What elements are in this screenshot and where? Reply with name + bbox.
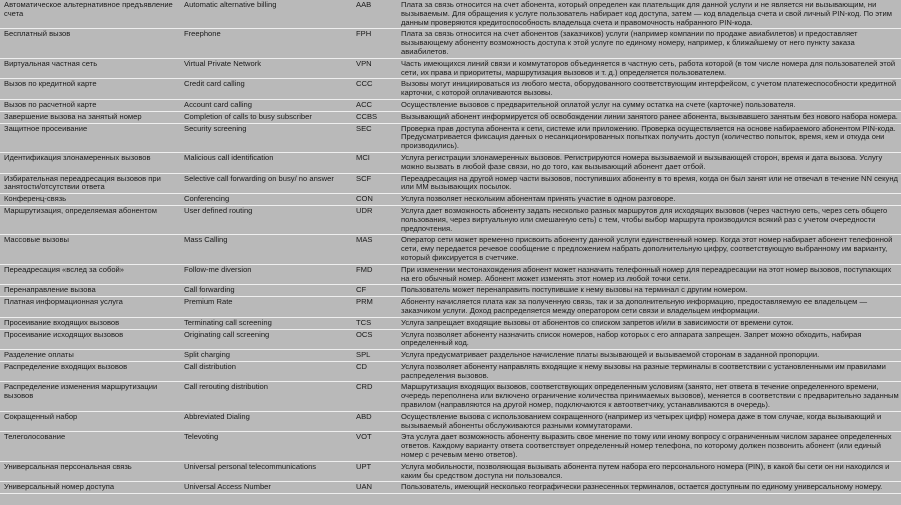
service-name-en: Call distribution <box>180 361 352 382</box>
service-abbreviation: CON <box>352 194 397 206</box>
table-row <box>0 235 901 264</box>
service-abbreviation: CRD <box>352 382 397 411</box>
service-description: Вызовы могут инициироваться из любого места, оборудованного соответствующим интерфейсом, с учетом платежеспособности кредитной карточки, с которой оплачиваются вызовы. <box>397 79 901 100</box>
service-name-ru: Массовые вызовы <box>0 235 180 264</box>
service-name-en: Universal Access Number <box>180 482 352 494</box>
service-name-ru: Завершение вызова на занятый номер <box>0 111 180 123</box>
service-name-en: Originating call screening <box>180 329 352 350</box>
service-name-ru: Бесплатный вызов <box>0 29 180 58</box>
service-name-ru: Разделение оплаты <box>0 350 180 362</box>
service-name-en: Completion of calls to busy subscriber <box>180 111 352 123</box>
service-abbreviation: UAN <box>352 482 397 494</box>
table-row <box>0 285 901 297</box>
service-description: При изменении местонахождения абонент может назначить телефонный номер для переадресации на этот номер вызовов, поступающих на его обычный номер. Абонент может изменять этот номер из любой точки сети. <box>397 264 901 285</box>
service-name-en: Automatic alternative billing <box>180 0 352 29</box>
service-abbreviation: SCF <box>352 173 397 194</box>
service-abbreviation: SPL <box>352 350 397 362</box>
service-description: Часть имеющихся линий связи и коммутаторов объединяется в частную сеть, работа которой (в том числе номера для пользователей этой сети, их права и приоритеты, маршрутизация вызовов и т. д.) определяется пользователем. <box>397 58 901 79</box>
table-row <box>0 317 901 329</box>
service-abbreviation: FPH <box>352 29 397 58</box>
service-name-ru: Вызов по расчетной карте <box>0 99 180 111</box>
table-row <box>0 79 901 100</box>
service-abbreviation: CF <box>352 285 397 297</box>
table-row <box>0 411 901 432</box>
service-name-en: Malicious call identification <box>180 152 352 173</box>
table-row <box>0 99 901 111</box>
service-description: Эта услуга дает возможность абоненту выразить свое мнение по тому или иному вопросу с ограниченным числом заранее определенных ответов. Каждому варианту ответа соответствует определенный номер телефона, по которому должен позвонить абонент (или единый номер с речевым меню ответов). <box>397 432 901 461</box>
service-abbreviation: UDR <box>352 205 397 234</box>
service-description: Услуга регистрации злонамеренных вызовов. Регистрируются номера вызываемой и вызывающей сторон, время и дата вызова. Услугу можно вызвать в любой фазе связи, но до того, как вызывающий абонент дает отбой. <box>397 152 901 173</box>
service-abbreviation: VPN <box>352 58 397 79</box>
service-abbreviation: MCI <box>352 152 397 173</box>
service-name-en: User defined routing <box>180 205 352 234</box>
service-name-ru: Просеивание исходящих вызовов <box>0 329 180 350</box>
service-description: Услуга предусматривает раздельное начисление платы вызывающей и вызываемой сторонам в заданной пропорции. <box>397 350 901 362</box>
service-name-ru: Распределение входящих вызовов <box>0 361 180 382</box>
table-row <box>0 329 901 350</box>
service-abbreviation: FMD <box>352 264 397 285</box>
service-description: Услуга запрещает входящие вызовы от абонентов со списком запретов и/или в зависимости от времени суток. <box>397 317 901 329</box>
service-abbreviation: AAB <box>352 0 397 29</box>
service-name-en: Split charging <box>180 350 352 362</box>
table-row <box>0 264 901 285</box>
service-name-ru: Идентификация злонамеренных вызовов <box>0 152 180 173</box>
service-description: Услуга дает возможность абоненту задать несколько разных маршрутов для исходящих вызовов (через частную сеть, через сеть общего пользования, через виртуальную или смешанную сеть) с тем, чтобы выбор маршрута производился всякий раз с учетом очередности предпочтения. <box>397 205 901 234</box>
service-description: Осуществление вызова с использованием сокращенного (например из четырех цифр) номера даже в том случае, когда вызывающий и вызываемый абоненты обслуживаются разными коммутаторами. <box>397 411 901 432</box>
service-abbreviation: OCS <box>352 329 397 350</box>
service-name-ru: Виртуальная частная сеть <box>0 58 180 79</box>
service-name-ru: Сокращенный набор <box>0 411 180 432</box>
service-name-en: Call rerouting distribution <box>180 382 352 411</box>
table-row <box>0 173 901 194</box>
service-name-en: Televoting <box>180 432 352 461</box>
service-abbreviation: PRM <box>352 297 397 318</box>
service-description: Маршрутизация входящих вызовов, соответствующих определенным условиям (занято, нет ответа в течение определенного времени, очередь переполнена или включено ограничение количества принимаемых вызовов), меняется в соответствии с предварительно заданным правилом (направляются на другой номер, подключаются к автоответчику, устанавливаются в очередь). <box>397 382 901 411</box>
service-abbreviation: VOT <box>352 432 397 461</box>
service-name-ru: Вызов по кредитной карте <box>0 79 180 100</box>
service-abbreviation: ACC <box>352 99 397 111</box>
table-row <box>0 58 901 79</box>
service-abbreviation: ABD <box>352 411 397 432</box>
service-abbreviation: CCC <box>352 79 397 100</box>
service-description: Услуга мобильности, позволяющая вызывать абонента путем набора его персонального номера (PIN), в какой бы сети он ни находился и каким бы средством доступа ни пользовался. <box>397 461 901 482</box>
service-name-ru: Телеголосование <box>0 432 180 461</box>
service-name-en: Virtual Private Network <box>180 58 352 79</box>
table-row <box>0 432 901 461</box>
table-row <box>0 297 901 318</box>
service-name-en: Premium Rate <box>180 297 352 318</box>
service-description: Абоненту начисляется плата как за полученную связь, так и за дополнительную информацию, предоставляемую ее владельцем — заказчиком услуги. Доход распределяется между оператором сети связи и владельцем информации. <box>397 297 901 318</box>
service-description: Плата за связь относится на счет абонента, который определен как плательщик для данной услуги и не является ни вызывающим, ни вызываемым. Для обращения к услуге пользователь набирает код доступа, затем — код владельца счета и свой личный PIN-код. По этим данным проверяются кредитоспособность владельца счета и правомочность набранного PIN-кода. <box>397 0 901 29</box>
service-name-en: Selective call forwarding on busy/ no answer <box>180 173 352 194</box>
service-name-ru: Конференц-связь <box>0 194 180 206</box>
service-name-ru: Распределение изменения маршрутизации вызовов <box>0 382 180 411</box>
service-name-en: Abbreviated Dialing <box>180 411 352 432</box>
service-name-en: Terminating call screening <box>180 317 352 329</box>
table-row <box>0 152 901 173</box>
table-row <box>0 382 901 411</box>
service-description: Услуга позволяет нескольким абонентам принять участие в одном разговоре. <box>397 194 901 206</box>
table-row <box>0 111 901 123</box>
service-abbreviation: SEC <box>352 123 397 152</box>
table-row <box>0 29 901 58</box>
service-name-ru: Перенаправление вызова <box>0 285 180 297</box>
service-name-en: Mass Calling <box>180 235 352 264</box>
service-name-en: Follow-me diversion <box>180 264 352 285</box>
service-description: Оператор сети может временно присвоить абоненту данной услуги единственный номер. Когда этот номер набирает абонент телефонной сети, ему передается речевое сообщение с предложением набрать дополнительную цифру, соответствующую выбранному им варианту, который фиксируется в счетчике. <box>397 235 901 264</box>
service-description: Осуществление вызовов с предварительной оплатой услуг на сумму остатка на счете (карточке) пользователя. <box>397 99 901 111</box>
service-name-en: Credit card calling <box>180 79 352 100</box>
service-description: Переадресация на другой номер части вызовов, поступивших абоненту в то время, когда он был занят или не отвечал в течение NN секунд или ММ вызывающих посылок. <box>397 173 901 194</box>
service-description: Проверка прав доступа абонента к сети, системе или приложению. Проверка осуществляется на основе набираемого абонентом PIN-кода. Предусматривается фиксация данных о несанкционированных попытках получить доступ (количество попыток, время, кем и откуда они производились). <box>397 123 901 152</box>
service-description: Пользователь, имеющий несколько географически разнесенных терминалов, остается доступным по единому универсальному номеру. <box>397 482 901 494</box>
table-row <box>0 350 901 362</box>
service-name-ru: Универсальный номер доступа <box>0 482 180 494</box>
service-abbreviation: MAS <box>352 235 397 264</box>
table-row <box>0 205 901 234</box>
table-row <box>0 123 901 152</box>
table-row <box>0 361 901 382</box>
service-name-en: Universal personal telecommunications <box>180 461 352 482</box>
service-name-en: Account card calling <box>180 99 352 111</box>
service-name-ru: Платная информационная услуга <box>0 297 180 318</box>
table-row <box>0 461 901 482</box>
service-name-ru: Избирательная переадресация вызовов при занятости/отсутствии ответа <box>0 173 180 194</box>
service-description: Плата за связь относится на счет абонентов (заказчиков) услуги (например компании по продаже авиабилетов) и предоставляет вызывающему абоненту возможность доступа к этой услуге по единому номеру, например, к ближайшему от него пункту заказа авиабилетов. <box>397 29 901 58</box>
service-name-en: Call forwarding <box>180 285 352 297</box>
service-description: Услуга позволяет абоненту направлять входящие к нему вызовы на разные терминалы в соответствии с установленными им правилами распределения вызовов. <box>397 361 901 382</box>
service-abbreviation: CCBS <box>352 111 397 123</box>
service-name-en: Conferencing <box>180 194 352 206</box>
service-name-ru: Защитное просеивание <box>0 123 180 152</box>
service-abbreviation: CD <box>352 361 397 382</box>
service-abbreviation: TCS <box>352 317 397 329</box>
service-name-en: Freephone <box>180 29 352 58</box>
service-description: Вызывающий абонент информируется об освобождении линии занятого ранее абонента, вызывавшего занятым без нового набора номера. <box>397 111 901 123</box>
service-name-ru: Просеивание входящих вызовов <box>0 317 180 329</box>
service-description: Пользователь может перенаправить поступившие к нему вызовы на терминал с другим номером. <box>397 285 901 297</box>
table-row <box>0 194 901 206</box>
table-row <box>0 0 901 29</box>
service-name-ru: Маршрутизация, определяемая абонентом <box>0 205 180 234</box>
service-name-ru: Универсальная персональная связь <box>0 461 180 482</box>
service-abbreviation: UPT <box>352 461 397 482</box>
service-name-en: Security screening <box>180 123 352 152</box>
service-name-ru: Автоматическое альтернативное предъявление счета <box>0 0 180 29</box>
table-row <box>0 482 901 494</box>
service-name-ru: Переадресация «вслед за собой» <box>0 264 180 285</box>
service-description: Услуга позволяет абоненту назначить список номеров, набор которых с его аппарата запрещен. Запрет можно обходить, набирая определенный код. <box>397 329 901 350</box>
